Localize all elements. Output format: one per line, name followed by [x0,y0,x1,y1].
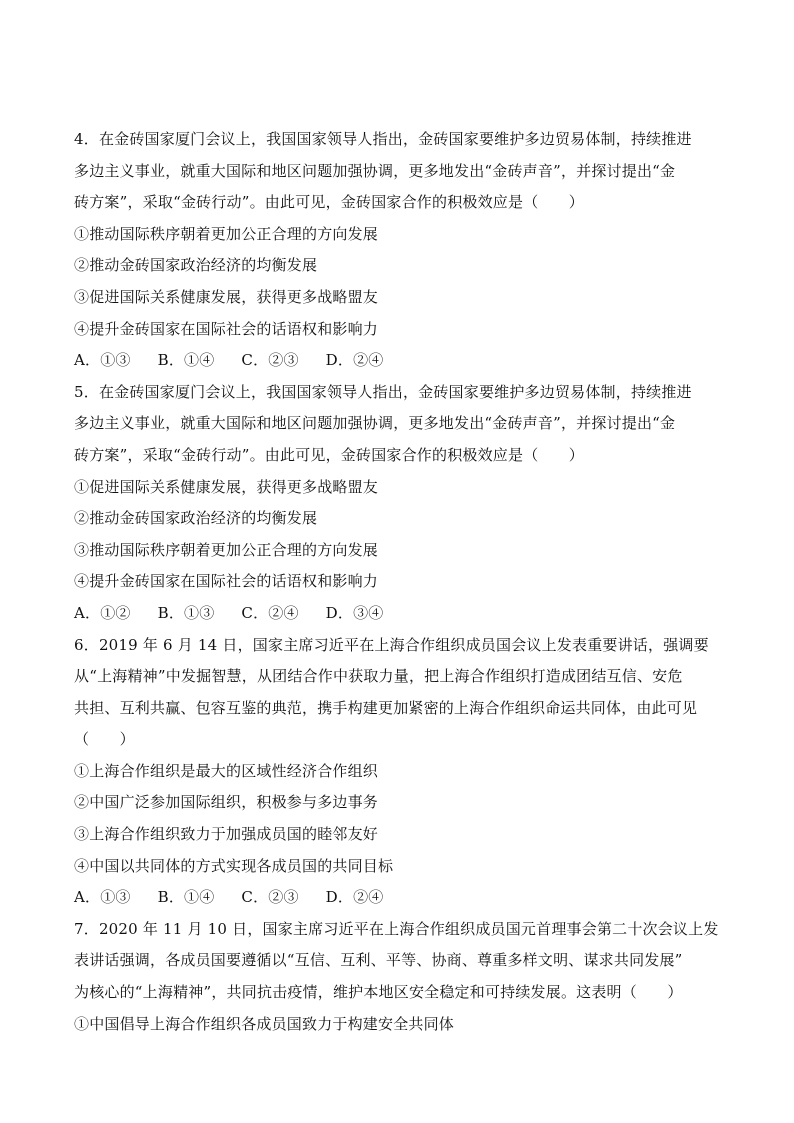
statement-item: ①上海合作组织是最大的区域性经济合作组织 [74,761,379,780]
option-d: D．②④ [325,888,384,907]
option-b: B．①③ [157,603,215,622]
question-stem-line: （ ） [74,730,135,749]
option-a: A．①③ [74,351,131,370]
question-7 [74,914,724,1040]
question-stem-line: 砖方案”，采取“金砖行动”。由此可见，金砖国家合作的积极效应是（ ） [74,445,585,464]
question-stem-line: 表讲话强调，各成员国要遵循以“互信、互利、平等、协商、尊重多样文明、谋求共同发展” [74,951,683,970]
statement-item: ①推动国际秩序朝着更加公正合理的方向发展 [74,224,379,243]
statement-item: ①中国倡导上海合作组织各成员国致力于构建安全共同体 [74,1014,455,1033]
option-d: D．③④ [325,603,384,622]
statement-item: ④中国以共同体的方式实现各成员国的共同目标 [74,856,394,875]
option-c: C．②④ [241,603,299,622]
statement-item: ③推动国际秩序朝着更加公正合理的方向发展 [74,540,379,559]
question-5 [74,377,724,630]
question-stem-line: 多边主义事业，就重大国际和地区问题加强协调，更多地发出“金砖声音”，并探讨提出“金 [74,161,676,180]
question-stem-line: 7．2020 年 11 月 10 日，国家主席习近平在上海合作组织成员国元首理事会第二十次会议上发 [74,919,719,938]
answer-options [74,882,724,914]
question-stem-line: 共担、互利共赢、包容互鉴的典范，携手构建更加紧密的上海合作组织命运共同体，由此可见 [74,698,698,717]
question-stem-line: 6．2019 年 6 月 14 日，国家主席习近平在上海合作组织成员国会议上发表重要讲话，强调要 [74,635,709,654]
option-d: D．②④ [325,351,384,370]
question-stem-line: 为核心的“上海精神”，共同抗击疫情，维护本地区安全稳定和可持续发展。这表明（ ） [74,983,683,1002]
answer-options [74,598,724,630]
question-6 [74,630,724,914]
question-list [74,124,724,1040]
question-stem-line: 4．在金砖国家厦门会议上，我国国家领导人指出，金砖国家要维护多边贸易体制，持续推进 [74,130,692,148]
statement-item: ②推动金砖国家政治经济的均衡发展 [74,509,318,528]
statement-item: ④提升金砖国家在国际社会的话语权和影响力 [74,572,379,591]
statement-item: ④提升金砖国家在国际社会的话语权和影响力 [74,319,379,338]
question-stem-line: 5．在金砖国家厦门会议上，我国国家领导人指出，金砖国家要维护多边贸易体制，持续推进 [74,382,692,401]
option-a: A．①③ [74,888,131,907]
statement-item: ③促进国际关系健康发展，获得更多战略盟友 [74,287,379,306]
question-stem-line: 从“上海精神”中发掘智慧，从团结合作中获取力量，把上海合作组织打造成团结互信、安危 [74,667,683,686]
question-stem-line: 多边主义事业，就重大国际和地区问题加强协调，更多地发出“金砖声音”，并探讨提出“金 [74,414,676,433]
statement-item: ②推动金砖国家政治经济的均衡发展 [74,256,318,275]
option-c: C．②③ [241,351,299,370]
option-c: C．②③ [241,888,299,907]
statement-item: ③上海合作组织致力于加强成员国的睦邻友好 [74,825,379,844]
option-b: B．①④ [157,888,215,907]
question-stem-line: 砖方案”，采取“金砖行动”。由此可见，金砖国家合作的积极效应是（ ） [74,193,585,212]
option-b: B．①④ [157,351,215,370]
statement-item: ①促进国际关系健康发展，获得更多战略盟友 [74,477,379,496]
statement-item: ②中国广泛参加国际组织，积极参与多边事务 [74,793,379,812]
answer-options [74,345,724,377]
question-4 [74,124,724,377]
option-a: A．①② [74,603,131,622]
